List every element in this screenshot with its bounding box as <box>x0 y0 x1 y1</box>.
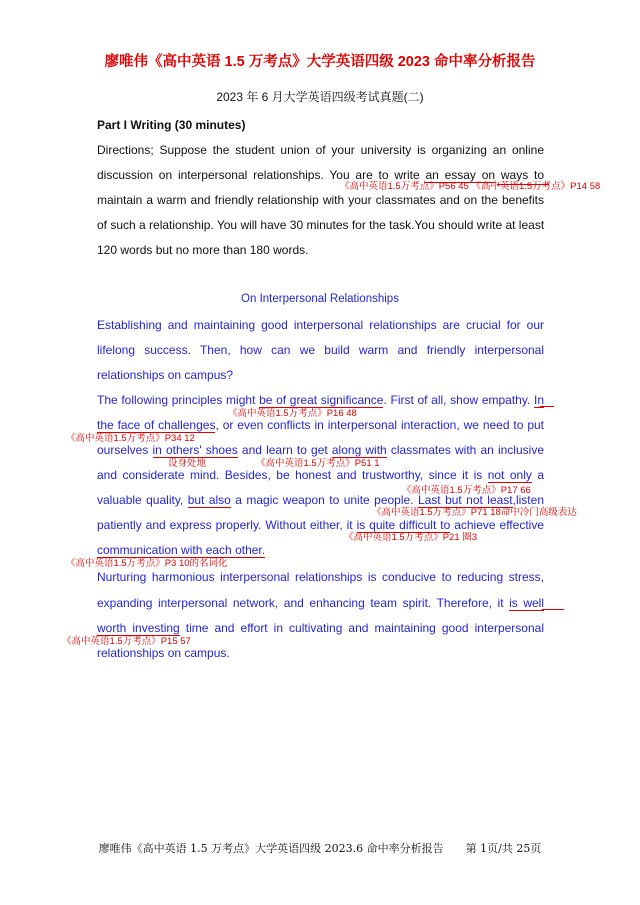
essay-p3-line-1: Nurturing harmonious interpersonal relationships is conducive to reducing stress, <box>97 570 544 584</box>
directions-line-3: maintain a warm and friendly relationship with your classmates and on the benefits <box>97 193 544 207</box>
text-span: time and effort in cultivating and maintaining good interpersonal <box>179 621 544 635</box>
essay-p2-line-7 <box>97 543 265 557</box>
essay-p2-line-1 <box>97 393 544 407</box>
essay-title: On Interpersonal Relationships <box>241 293 399 305</box>
essay-p3-line-2 <box>97 596 544 610</box>
text-span: ways to <box>495 168 544 182</box>
text-span: , or even conflicts in interpersonal interaction, we need to put <box>215 418 545 432</box>
highlight-worth-investing: worth investing <box>97 621 180 635</box>
highlight-along-with: along with <box>331 443 387 457</box>
highlight-be-of-great-significance: be of great significance <box>259 393 384 407</box>
essay-p1-line-2: lifelong success. Then, how can we build warm and friendly interpersonal <box>97 343 544 357</box>
text-span: discussion on interpersonal relationships. You are to write <box>97 168 426 182</box>
essay-p2-line-5 <box>97 493 544 507</box>
essay-p3-line-3 <box>97 621 544 635</box>
footer-text: 廖唯伟《高中英语 1.5 万考点》大学英语四级 2023.6 命中率分析报告 <box>98 842 444 855</box>
highlight-in-the-face-of: the face of challenges <box>97 418 216 432</box>
directions-line-2 <box>97 168 544 182</box>
directions-line-1: Directions; Suppose the student union of your university is organizing an online <box>97 143 544 157</box>
text-span: and learn to get <box>237 443 332 457</box>
underline-extension <box>540 406 554 407</box>
annotation-note: 《高中英语1.5万考点》P71 18命中冷门高级表达 <box>372 507 577 518</box>
essay-p2-line-2 <box>97 418 544 432</box>
essay-p2-line-4 <box>97 468 544 482</box>
text-span: expanding interpersonal network, and enhancing team spirit. Therefore, it <box>97 596 510 610</box>
underline-extension <box>542 609 564 610</box>
highlight-not-only: not only <box>487 468 532 482</box>
highlight-in: In <box>533 393 544 407</box>
annotation-note: 《高中英语1.5万考点》P51 1 <box>256 458 380 469</box>
text-span: a magic weapon to unite people. <box>230 493 418 507</box>
text-span: and considerate mind. Besides, be honest and trustworthy, since it is <box>97 468 488 482</box>
text-span: patiently and express properly. Without either, it <box>97 518 357 532</box>
text-span: The following principles might <box>97 393 260 407</box>
directions-line-4: of such a relationship. You will have 30 minutes for the task.You should write at least <box>97 218 545 232</box>
highlight-communication: communication with each other. <box>97 543 266 557</box>
text-span: . First of all, show empathy. <box>383 393 534 407</box>
essay-p2-line-3 <box>97 443 544 457</box>
essay-p1-line-3: relationships on campus? <box>97 368 234 382</box>
text-span: ourselves <box>97 443 153 457</box>
highlight-in-others-shoes: in others' shoes <box>152 443 238 457</box>
annotation-note: 设身处地 <box>168 458 207 469</box>
highlight-is-quite-difficult-to: is quite difficult to <box>356 518 451 532</box>
highlight-is-well: is well <box>509 596 544 610</box>
annotation-note: 《高中英语1.5万考点》P17 66 <box>402 485 531 496</box>
text-span: valuable quality, <box>97 493 188 507</box>
text-span: ,listen <box>512 493 544 507</box>
text-span: a <box>531 468 544 482</box>
page-number: 第 1页/共 25页 <box>465 842 542 855</box>
report-title: 廖唯伟《高中英语 1.5 万考点》大学英语四级 2023 命中率分析报告 <box>104 54 536 70</box>
annotation-note: 《高中英语1.5万考点》P21 圈3 <box>344 532 478 543</box>
highlight-an-essay-on: an essay on <box>425 168 496 182</box>
part-label: Part I Writing (30 minutes) <box>97 118 246 132</box>
annotation-note: 《高中英语1.5万考点》P16 48 <box>228 408 357 419</box>
text-span: achieve effective <box>450 518 544 532</box>
highlight-last-but-not-least: Last but not least <box>417 493 513 507</box>
annotation-note: 《高中英语1.5万考点》P56 45 《高中英语1.5万考点》P14 58 <box>340 181 601 192</box>
essay-p2-line-6 <box>97 518 544 532</box>
essay-p1-line-1: Establishing and maintaining good interpersonal relationships are crucial for our <box>97 318 544 332</box>
text-span: classmates with an inclusive <box>386 443 544 457</box>
directions-line-5: 120 words but no more than 180 words. <box>97 243 309 257</box>
exam-subtitle: 2023 年 6 月大学英语四级考试真题(二) <box>216 90 424 104</box>
highlight-but-also: but also <box>187 493 231 507</box>
annotation-note: 《高中英语1.5万考点》P3 10的名词化 <box>66 558 228 569</box>
essay-p3-line-4: relationships on campus. <box>97 646 230 660</box>
page-footer <box>0 840 640 856</box>
annotation-note: 《高中英语1.5万考点》P34 12 <box>66 433 195 444</box>
annotation-note: 《高中英语1.5万考点》P15 57 <box>62 636 191 647</box>
